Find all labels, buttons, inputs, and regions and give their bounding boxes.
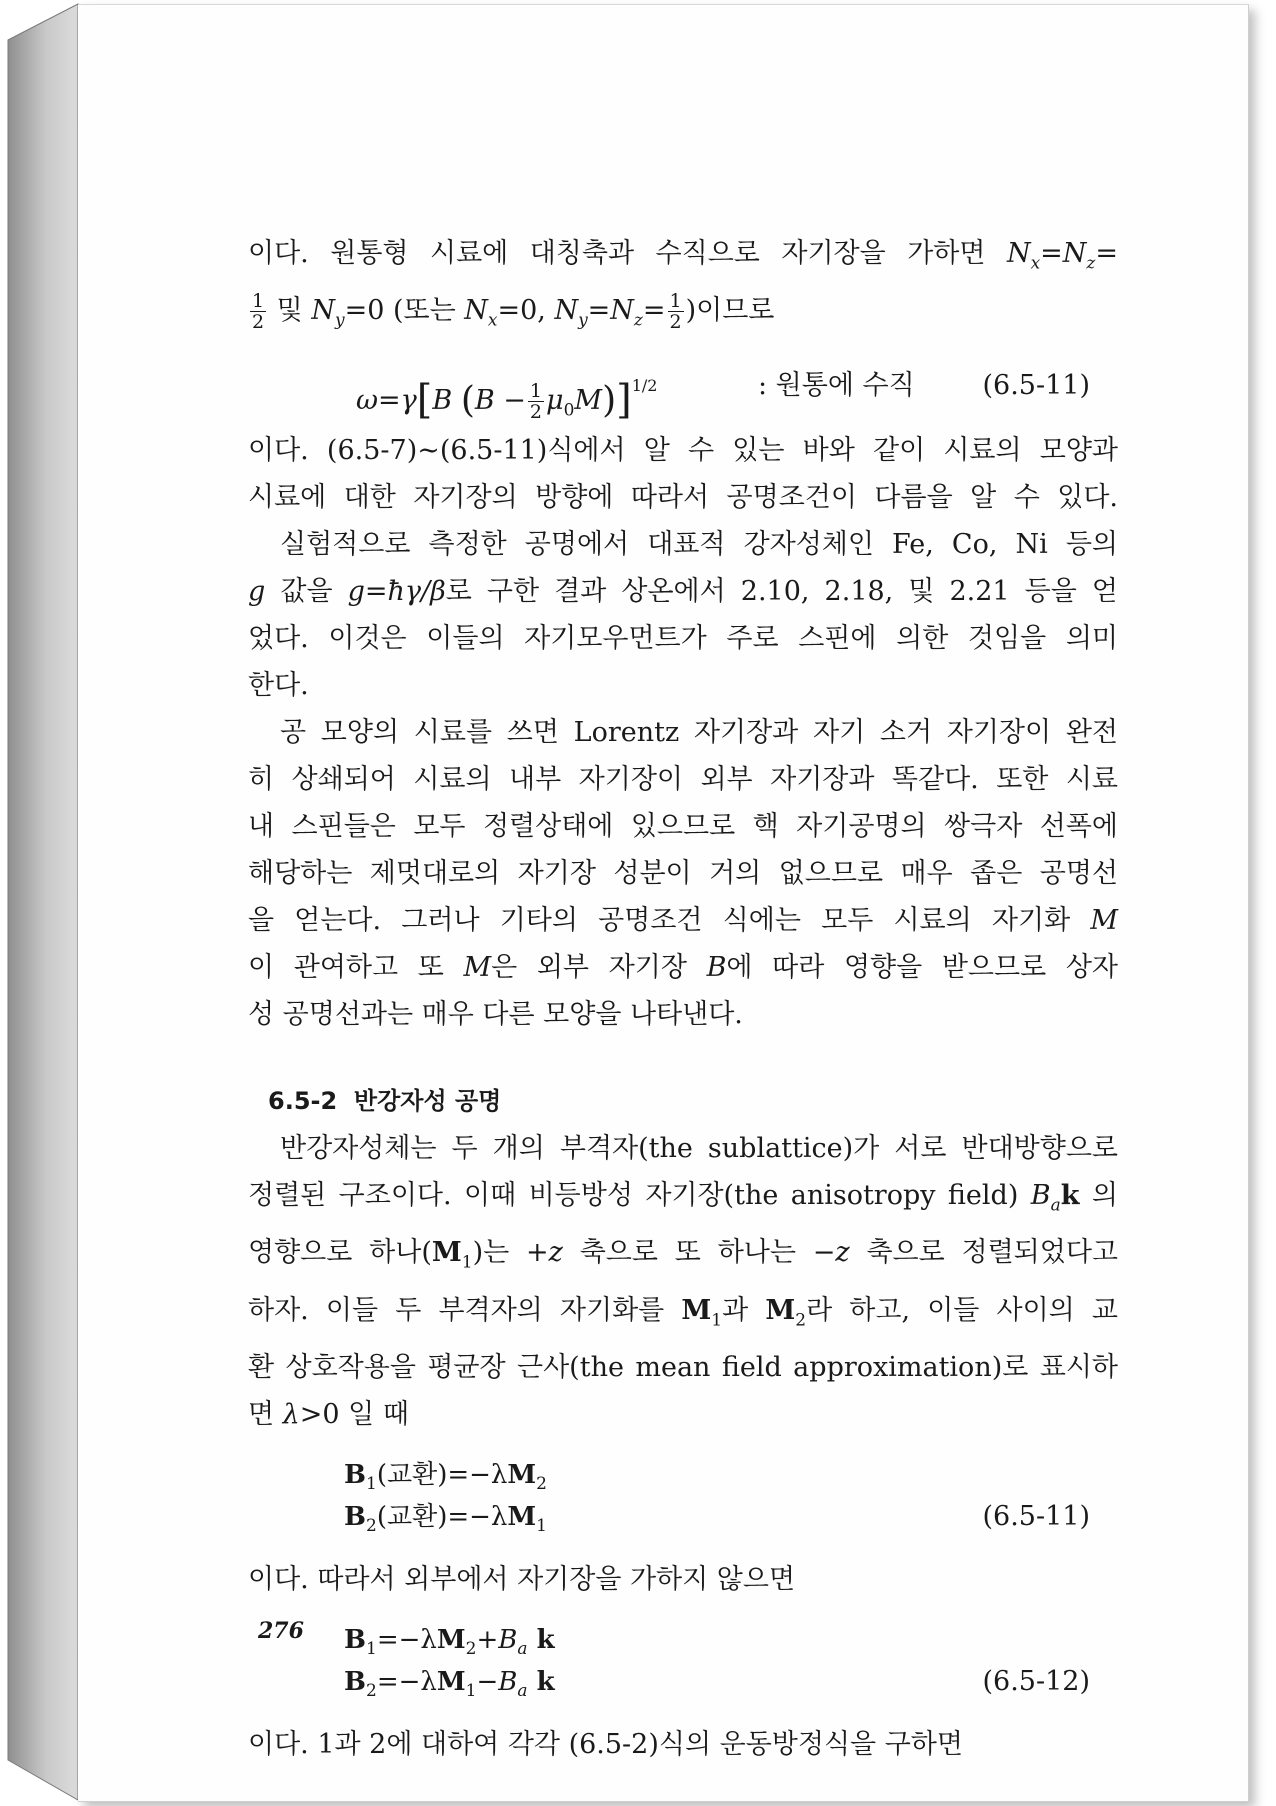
math-subscript: 1 bbox=[461, 1252, 473, 1273]
text-run: (교환)=−λ bbox=[376, 1501, 508, 1532]
math-vector: k bbox=[527, 1624, 555, 1655]
math-symbol: N bbox=[1006, 238, 1031, 269]
text-run: 라 하고, 이들 사이의 교 bbox=[806, 1294, 1118, 1326]
math-vector: B bbox=[344, 1666, 366, 1697]
text-line: 이다. (6.5-7)∼(6.5-11)식에서 알 수 있는 바와 같이 시료의 모양과 bbox=[248, 434, 1118, 466]
math-symbol: N bbox=[1062, 238, 1087, 269]
equation-line bbox=[344, 1661, 555, 1712]
text-line: 반강자성체는 두 개의 부격자(the sublattice)가 서로 반대방향으로 bbox=[280, 1132, 1118, 1164]
math-bracket: [ bbox=[416, 376, 433, 423]
text-run: (또는 bbox=[392, 295, 465, 327]
text-run: 면 bbox=[248, 1398, 283, 1430]
math-subscript: y bbox=[334, 310, 345, 331]
text-run: >0 일 때 bbox=[299, 1398, 409, 1430]
text-run: 축으로 또 하나는 − bbox=[562, 1237, 836, 1269]
text-line: 성 공명선과는 매우 다른 모양을 나타낸다. bbox=[248, 998, 743, 1030]
text-run: 이다. 원통형 시료에 대칭축과 수직으로 자기장을 가하면 bbox=[248, 238, 1007, 269]
text-run: 영향으로 하나( bbox=[248, 1237, 432, 1269]
section-heading bbox=[268, 1078, 1118, 1125]
text-line bbox=[248, 1287, 1118, 1344]
text-run: 값을 bbox=[265, 575, 348, 607]
math-symbol: z bbox=[835, 1237, 850, 1269]
math-subscript: a bbox=[517, 1681, 528, 1702]
fraction-denominator: 2 bbox=[252, 311, 265, 334]
math-symbol: λ bbox=[282, 1398, 300, 1430]
text-run: =−λ bbox=[376, 1624, 437, 1655]
math-symbol: M bbox=[463, 951, 492, 983]
section-number: 6.5-2 bbox=[268, 1086, 338, 1115]
text-run: 과 bbox=[722, 1294, 766, 1326]
math-vector: M bbox=[681, 1294, 712, 1326]
text-run: 의 bbox=[1079, 1179, 1118, 1211]
page-content bbox=[248, 230, 1118, 1768]
fraction bbox=[250, 291, 266, 332]
math-symbol: N bbox=[464, 295, 488, 327]
math-subscript: 2 bbox=[536, 1474, 547, 1495]
text-run: 이 관여하고 또 bbox=[248, 951, 464, 983]
text-line bbox=[248, 897, 1118, 944]
text-run: 을 얻는다. 그러나 기타의 공명조건 식에는 모두 시료의 자기화 bbox=[248, 904, 1091, 936]
paragraph-4 bbox=[248, 709, 1118, 1038]
math-subscript: z bbox=[1086, 253, 1096, 274]
math-symbol: B bbox=[498, 1624, 518, 1655]
text-run: 정렬된 구조이다. 이때 비등방성 자기장(the anisotropy field) bbox=[248, 1179, 1031, 1211]
text-line: 이다. 1과 2에 대하여 각각 (6.5-2)식의 운동방정식을 구하면 bbox=[248, 1728, 963, 1760]
text-line: 히 상쇄되어 시료의 내부 자기장이 외부 자기장과 똑같다. 또한 시료 bbox=[248, 763, 1118, 795]
text-run: 에 따라 영향을 받으므로 상자 bbox=[726, 951, 1118, 983]
math-symbol: B bbox=[498, 1666, 518, 1697]
fraction bbox=[528, 381, 544, 422]
book-spine-graphic bbox=[0, 0, 80, 1806]
math-symbol: z bbox=[548, 1237, 563, 1269]
math-vector: B bbox=[344, 1459, 366, 1490]
text-run: = bbox=[1040, 238, 1063, 269]
math-symbol: B bbox=[1030, 1179, 1051, 1211]
equation-body bbox=[356, 355, 657, 441]
math-symbol: N bbox=[311, 295, 335, 327]
math-vector: M bbox=[431, 1237, 462, 1269]
math-vector: k bbox=[1060, 1179, 1080, 1211]
text-run: )이므로 bbox=[685, 295, 775, 327]
math-vector: M bbox=[436, 1666, 466, 1697]
math-superscript: 1/2 bbox=[631, 375, 658, 395]
math-subscript: z bbox=[633, 310, 643, 331]
equation-line bbox=[344, 1496, 547, 1547]
text-line: 이다. 따라서 외부에서 자기장을 가하지 않으면 bbox=[248, 1563, 796, 1595]
math-symbol: N bbox=[554, 295, 579, 327]
text-run: 로 구한 결과 상온에서 2.10, 2.18, 및 2.21 등을 얻 bbox=[445, 575, 1118, 607]
math-symbol: g bbox=[347, 575, 365, 607]
math-symbol: ω=γ bbox=[356, 384, 417, 416]
text-line bbox=[248, 1172, 1118, 1229]
text-run: = bbox=[587, 295, 611, 327]
math-vector: M bbox=[507, 1459, 537, 1490]
fraction-numerator: 1 bbox=[669, 290, 682, 313]
equation-number: (6.5-11) bbox=[982, 369, 1090, 401]
text-line: 었다. 이것은 이들의 자기모우먼트가 주로 스핀에 의한 것임을 의미 bbox=[248, 622, 1118, 654]
math-paren: ( bbox=[460, 379, 475, 421]
math-symbol: M bbox=[1090, 904, 1118, 936]
math-subscript: 2 bbox=[465, 1639, 477, 1660]
math-subscript: 0 bbox=[563, 400, 575, 421]
math-symbol: B − bbox=[474, 384, 526, 416]
text-run: =−λ bbox=[376, 1666, 437, 1697]
math-subscript: 2 bbox=[365, 1681, 377, 1702]
fraction bbox=[668, 291, 684, 332]
text-line: 시료에 대한 자기장의 방향에 따라서 공명조건이 다름을 알 수 있다. bbox=[248, 481, 1118, 513]
text-run: − bbox=[476, 1666, 499, 1697]
math-subscript: 1 bbox=[365, 1639, 377, 1660]
math-subscript: x bbox=[487, 310, 498, 331]
text-run: = bbox=[642, 295, 666, 327]
math-vector: k bbox=[527, 1666, 555, 1697]
math-symbol: B bbox=[432, 384, 461, 416]
equation-6-5-11-cylinder bbox=[248, 355, 1118, 423]
text-run: + bbox=[476, 1624, 499, 1655]
math-subscript: 1 bbox=[711, 1309, 723, 1330]
math-paren: ) bbox=[602, 379, 617, 421]
text-line: 실험적으로 측정한 공명에서 대표적 강자성체인 Fe, Co, Ni 등의 bbox=[280, 528, 1118, 560]
fraction-denominator: 2 bbox=[669, 311, 682, 334]
fraction-numerator: 1 bbox=[252, 290, 265, 313]
text-line bbox=[248, 287, 1118, 344]
paragraph-5 bbox=[248, 1125, 1118, 1438]
text-run: )는 + bbox=[472, 1237, 549, 1269]
math-subscript: x bbox=[1030, 253, 1041, 274]
math-symbol: B bbox=[706, 951, 727, 983]
paragraph-7 bbox=[248, 1721, 1118, 1768]
math-vector: M bbox=[765, 1294, 796, 1326]
math-vector: M bbox=[507, 1501, 537, 1532]
text-line bbox=[248, 944, 1118, 991]
text-line: 한다. bbox=[248, 669, 309, 701]
text-run: 축으로 정렬되었다고 bbox=[849, 1237, 1119, 1269]
equation-exchange-fields bbox=[248, 1452, 1118, 1542]
text-run: = bbox=[1095, 238, 1118, 269]
text-line bbox=[248, 1391, 1118, 1438]
text-line bbox=[248, 568, 1118, 615]
math-subscript: y bbox=[578, 310, 588, 331]
section-title: 반강자성 공명 bbox=[353, 1086, 502, 1115]
math-symbol: g bbox=[248, 575, 266, 607]
text-line bbox=[248, 1229, 1118, 1286]
math-subscript: 1 bbox=[465, 1681, 477, 1702]
math-vector: B bbox=[344, 1501, 366, 1532]
text-run: 은 외부 자기장 bbox=[491, 951, 707, 983]
text-run: (교환)=−λ bbox=[376, 1459, 508, 1490]
text-line: 내 스핀들은 모두 정렬상태에 있으므로 핵 자기공명의 쌍극자 선폭에 bbox=[248, 810, 1118, 842]
math-symbol: N bbox=[610, 295, 634, 327]
paragraph-6 bbox=[248, 1556, 1118, 1603]
equation-number: (6.5-12) bbox=[982, 1665, 1090, 1697]
fraction-denominator: 2 bbox=[529, 400, 543, 423]
math-vector: B bbox=[344, 1624, 366, 1655]
text-run: =0 bbox=[344, 295, 393, 327]
math-subscript: a bbox=[517, 1639, 528, 1660]
text-line: 해당하는 제멋대로의 자기장 성분이 거의 없으므로 매우 좁은 공명선 bbox=[248, 857, 1118, 889]
math-subscript: 2 bbox=[365, 1516, 377, 1537]
equation-6-5-12 bbox=[248, 1617, 1118, 1707]
math-bracket: ] bbox=[616, 376, 632, 423]
text-line: 환 상호작용을 평균장 근사(the mean field approximation)로 표시하 bbox=[248, 1351, 1118, 1383]
equation-note: : 원통에 수직 bbox=[758, 369, 915, 401]
book-spine bbox=[0, 0, 80, 1806]
math-formula: =ħγ/β bbox=[364, 575, 446, 607]
math-symbol: M bbox=[574, 384, 603, 416]
math-symbol: μ bbox=[546, 384, 564, 416]
math-vector: M bbox=[436, 1624, 466, 1655]
fraction-numerator: 1 bbox=[529, 379, 543, 402]
equation-number: (6.5-11) bbox=[982, 1500, 1090, 1532]
math-subscript: 1 bbox=[365, 1474, 377, 1495]
page-number: 276 bbox=[258, 1618, 304, 1644]
paragraph-3 bbox=[248, 521, 1118, 709]
paragraph-1 bbox=[248, 230, 1118, 345]
math-subscript: 1 bbox=[536, 1516, 547, 1537]
text-line bbox=[248, 230, 1118, 287]
text-run: =0, bbox=[497, 295, 555, 327]
text-run: 하자. 이들 두 부격자의 자기화를 bbox=[248, 1294, 682, 1326]
text-run: 및 bbox=[268, 295, 312, 327]
math-subscript: 2 bbox=[795, 1309, 807, 1330]
math-subscript: a bbox=[1050, 1195, 1061, 1216]
text-line: 공 모양의 시료를 쓰면 Lorentz 자기장과 자기 소거 자기장이 완전 bbox=[280, 716, 1118, 748]
